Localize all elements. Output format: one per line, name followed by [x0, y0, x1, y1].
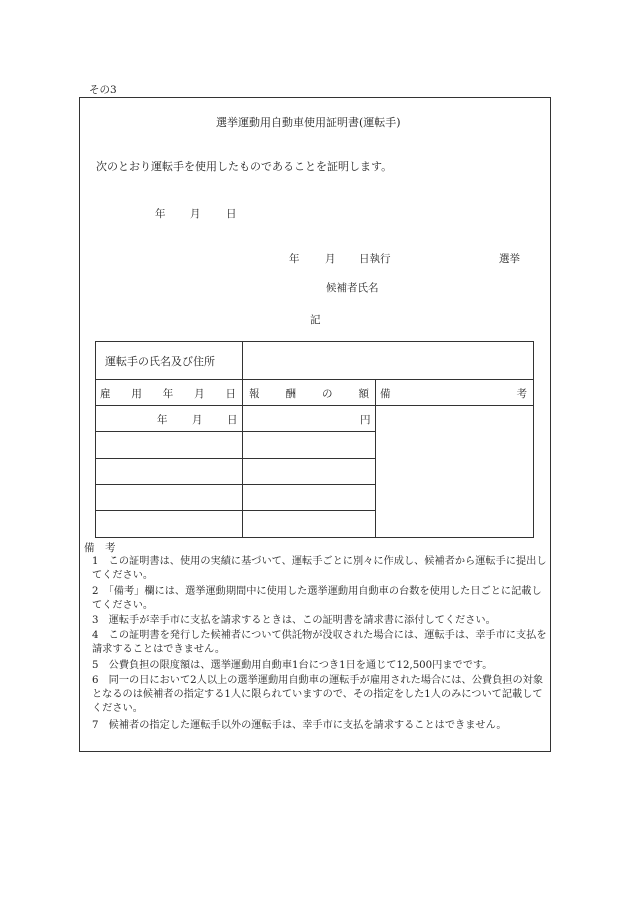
table-border-right — [533, 341, 534, 537]
election-month: 月 — [325, 253, 336, 265]
note-item: 7 候補者の指定した運転手以外の運転手は、幸手市に支払を請求することはできません。 — [92, 720, 507, 731]
table-row-line — [95, 431, 375, 432]
hire-date-header — [100, 386, 236, 401]
cert-date-month: 月 — [190, 208, 201, 220]
header-char: 考 — [516, 388, 527, 400]
row-date-day: 日 — [227, 414, 238, 426]
notes-heading: 備 考 — [84, 542, 116, 554]
table-border-top — [95, 341, 534, 342]
note-item: 3 運転手が幸手市に支払を請求するときは、この証明書を請求書に添付してください。 — [92, 615, 496, 626]
note-item: 4 この証明書を発行した候補者について供託物が没収された場合には、運転手は、幸手市に支払を請求することはできません。 — [92, 630, 547, 655]
header-char: 報 — [249, 388, 260, 400]
cert-date-day: 日 — [226, 208, 237, 220]
table-col-divider — [242, 341, 243, 537]
certification-statement: 次のとおり運転手を使用したものであることを証明します。 — [96, 160, 393, 173]
document-title: 選挙運動用自動車使用証明書(運転手) — [216, 116, 401, 129]
ki-mark: 記 — [310, 314, 321, 326]
row-date-year: 年 — [157, 414, 168, 426]
candidate-name-label: 候補者氏名 — [326, 282, 379, 294]
row-date-month: 月 — [192, 414, 203, 426]
note-item: 5 公費負担の限度額は、選挙運動用自動車1台につき1日を通じて12,500円までです。 — [92, 660, 493, 671]
driver-name-address-label: 運転手の氏名及び住所 — [105, 355, 215, 368]
header-char: の — [322, 388, 333, 400]
header-char: 月 — [194, 388, 205, 400]
pay-amount-header — [249, 386, 369, 401]
yen-unit: 円 — [360, 414, 371, 426]
table-line-header-bottom — [95, 405, 534, 406]
table-col-divider — [375, 379, 376, 537]
election-year: 年 — [289, 253, 300, 265]
cert-date-year: 年 — [155, 208, 166, 220]
header-char: 備 — [380, 388, 391, 400]
header-char: 用 — [131, 388, 142, 400]
note-item: 2 「備考」欄には、選挙運動期間中に使用した選挙運動用自動車の台数を使用した日ごとに記載してください。 — [92, 586, 542, 611]
table-row-line — [95, 484, 375, 485]
election-name-label: 選挙 — [499, 253, 520, 265]
header-char: 日 — [225, 388, 236, 400]
header-char: 酬 — [285, 388, 296, 400]
table-row-line — [95, 510, 375, 511]
election-execution-day: 日執行 — [359, 253, 391, 265]
remarks-header — [380, 386, 527, 401]
table-line-header-top — [95, 379, 534, 380]
header-char: 額 — [358, 388, 369, 400]
note-item: 1 この証明書は、使用の実績に基づいて、運転手ごとに別々に作成し、候補者から運転手に提出してください。 — [92, 556, 547, 581]
header-char: 年 — [162, 388, 174, 400]
note-item: 6 同一の日において2人以上の選挙運動用自動車の運転手が雇用された場合には、公費負担の対象となるのは候補者の指定する1人に限られていますので、その指定をした1人のみについて記載してください。 — [92, 675, 544, 714]
page-section-label: その3 — [89, 84, 117, 96]
table-border-left — [95, 341, 96, 537]
header-char: 雇 — [100, 388, 111, 400]
table-row-line — [95, 458, 375, 459]
table-border-bottom — [95, 537, 534, 538]
